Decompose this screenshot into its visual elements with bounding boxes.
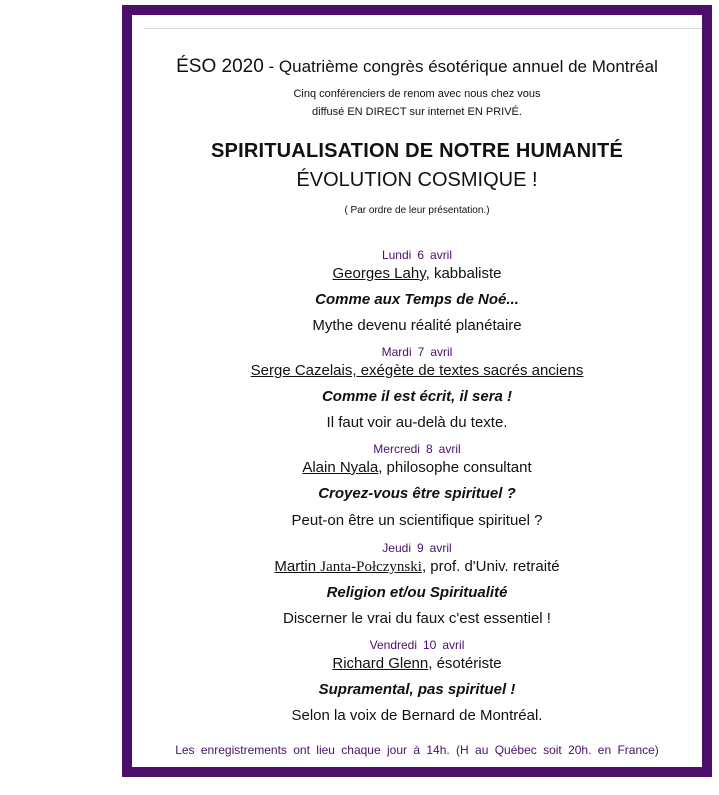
- event-title: [132, 56, 702, 78]
- speaker-name: Alain Nyala: [302, 459, 379, 476]
- schedule-footer: Les enregistrements ont lieu chaque jour à 14h. (H au Québec soit 20h. en France): [175, 743, 659, 757]
- talk-title: Croyez-vous être spirituel ?: [318, 485, 516, 502]
- theme-heading: SPIRITUALISATION DE NOTRE HUMANITÉ: [211, 140, 623, 162]
- day-name: Vendredi: [369, 638, 417, 652]
- talk-title: Supramental, pas spirituel !: [318, 681, 516, 698]
- theme-subheading: ÉVOLUTION COSMIQUE !: [296, 169, 538, 191]
- day-name: Mercredi: [373, 442, 420, 456]
- talk-description: Il faut voir au-delà du texte.: [326, 414, 508, 431]
- day-month: avril: [442, 638, 465, 652]
- speaker-georges-lahy: [132, 265, 702, 282]
- speaker-name: Serge Cazelais, exégète de textes sacrés anciens: [250, 362, 584, 379]
- poster-content: [132, 15, 702, 767]
- speaker-role: , ésotériste: [428, 655, 502, 672]
- talk-description: Mythe devenu réalité planétaire: [312, 317, 522, 334]
- talk-description: Discerner le vrai du faux c'est essentiel !: [283, 610, 551, 627]
- speaker-role: , philosophe consultant: [378, 459, 532, 476]
- talk-description: Peut-on être un scientifique spirituel ?: [291, 512, 543, 529]
- session-day-monday: [132, 248, 702, 262]
- day-date: 9: [416, 541, 424, 555]
- speaker-name: Georges Lahy: [332, 265, 426, 282]
- day-date: 7: [417, 345, 425, 359]
- speaker-richard-glenn: [132, 655, 702, 672]
- speaker-role: , prof. d'Univ. retraité: [421, 558, 560, 575]
- day-name: Lundi: [381, 248, 412, 262]
- session-day-wednesday: [132, 442, 702, 456]
- session-day-thursday: [132, 541, 702, 555]
- speaker-serge-cazelais: [132, 362, 702, 379]
- session-day-friday: [132, 638, 702, 652]
- speaker-last-name: Janta-Połczynski: [320, 559, 422, 575]
- order-note: ( Par ordre de leur présentation.): [344, 205, 490, 216]
- talk-title: Religion et/ou Spiritualité: [326, 584, 508, 601]
- subtitle-line-1: Cinq conférenciers de renom avec nous chez vous: [293, 88, 541, 100]
- poster-frame: [122, 5, 712, 777]
- event-long-name: Quatrième congrès ésotérique annuel de Montréal: [278, 57, 658, 76]
- day-month: avril: [438, 442, 461, 456]
- day-date: 10: [423, 638, 437, 652]
- top-divider: [144, 28, 702, 29]
- event-short-name: ÉSO 2020: [176, 56, 264, 77]
- day-month: avril: [430, 248, 453, 262]
- event-separator: -: [263, 57, 279, 76]
- speaker-name: Richard Glenn: [332, 655, 429, 672]
- talk-description: Selon la voix de Bernard de Montréal.: [291, 707, 543, 724]
- session-day-tuesday: [132, 345, 702, 359]
- speaker-first-name: Martin: [274, 558, 317, 575]
- talk-title: Comme il est écrit, il sera !: [321, 388, 513, 405]
- day-name: Mardi: [381, 345, 412, 359]
- day-month: avril: [429, 541, 452, 555]
- day-date: 8: [425, 442, 433, 456]
- speaker-alain-nyala: [132, 459, 702, 476]
- day-month: avril: [430, 345, 453, 359]
- talk-title: Comme aux Temps de Noé...: [315, 291, 519, 308]
- speaker-role: , kabbaliste: [425, 265, 502, 282]
- day-date: 6: [417, 248, 425, 262]
- subtitle-line-2: diffusé EN DIRECT sur internet EN PRIVÉ.: [312, 106, 522, 118]
- day-name: Jeudi: [382, 541, 411, 555]
- speaker-martin-janta-polczynski: [132, 558, 702, 576]
